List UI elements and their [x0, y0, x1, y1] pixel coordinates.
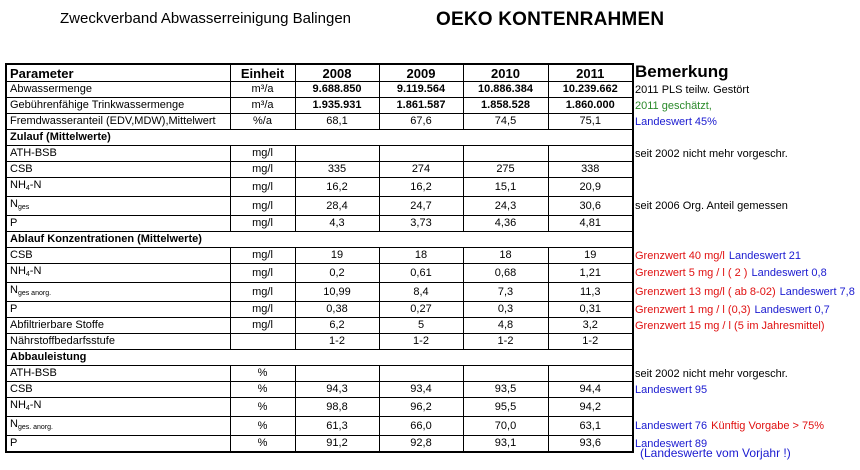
section-filler [379, 232, 463, 248]
remark-line [635, 417, 828, 436]
section-filler [548, 130, 633, 146]
remark-text: Landeswert 95 [635, 383, 708, 396]
remark-text: Grenzwert 13 mg/l ( ab 8-02) [635, 285, 776, 298]
section-filler [379, 130, 463, 146]
parameter-cell [6, 398, 230, 417]
value-cell: 24,7 [379, 197, 463, 216]
value-cell: 94,3 [295, 382, 379, 398]
value-cell: 94,4 [548, 382, 633, 398]
parameter-name: NH [10, 179, 26, 191]
table-row [6, 248, 633, 264]
parameter-cell [6, 318, 230, 334]
remark-text: Grenzwert 40 mg/l [635, 249, 725, 262]
remark-text: Landeswert 45% [635, 115, 717, 128]
value-cell: 19 [548, 248, 633, 264]
value-cell: 68,1 [295, 114, 379, 130]
value-cell: 338 [548, 162, 633, 178]
value-cell [295, 146, 379, 162]
value-cell: 93,5 [463, 382, 548, 398]
column-header-parameter: Parameter [6, 64, 230, 82]
value-cell [548, 366, 633, 382]
remark-text: 2011 geschätzt, [635, 99, 712, 112]
value-cell: 4,81 [548, 216, 633, 232]
parameter-name: CSB [10, 249, 33, 261]
section-filler [548, 350, 633, 366]
parameter-name: P [10, 303, 18, 315]
unit-cell: mg/l [230, 146, 295, 162]
column-header-2008: 2008 [295, 64, 379, 82]
value-cell: 93,4 [379, 382, 463, 398]
section-filler [463, 232, 548, 248]
value-cell: 91,2 [295, 436, 379, 453]
parameter-cell [6, 417, 230, 436]
value-cell: 3,2 [548, 318, 633, 334]
section-title: Zulauf (Mittelwerte) [6, 130, 230, 146]
table-row [6, 436, 633, 453]
table-row [6, 98, 633, 114]
parameter-name: N [10, 198, 18, 210]
value-cell: 19 [295, 248, 379, 264]
remark-line [635, 318, 829, 334]
value-cell: 1.861.587 [379, 98, 463, 114]
value-cell: 1.858.528 [463, 98, 548, 114]
value-cell: 61,3 [295, 417, 379, 436]
table-row [6, 382, 633, 398]
value-cell: 15,1 [463, 178, 548, 197]
value-cell: 28,4 [295, 197, 379, 216]
value-cell: 8,4 [379, 283, 463, 302]
value-cell: 93,6 [548, 436, 633, 453]
parameter-cell [6, 366, 230, 382]
value-cell: 0,61 [379, 264, 463, 283]
parameter-name: P [10, 437, 18, 449]
value-cell: 10.239.662 [548, 82, 633, 98]
parameter-name: Gebührenfähige Trinkwassermenge [10, 99, 185, 111]
value-cell: 0,3 [463, 302, 548, 318]
parameter-name: N [10, 284, 18, 296]
section-filler [463, 350, 548, 366]
table-row [6, 197, 633, 216]
remark-line [635, 283, 859, 302]
section-filler [295, 232, 379, 248]
value-cell: 95,5 [463, 398, 548, 417]
parameter-subscript: 4 [25, 271, 30, 278]
value-cell: 1.935.931 [295, 98, 379, 114]
parameter-name: CSB [10, 163, 33, 175]
value-cell [379, 366, 463, 382]
section-filler [295, 130, 379, 146]
table-row [6, 114, 633, 130]
value-cell [379, 146, 463, 162]
remark-text: Grenzwert 15 mg / l (5 im Jahresmittel) [635, 319, 825, 332]
remark-line [635, 146, 792, 162]
value-cell: 0,68 [463, 264, 548, 283]
data-table [5, 63, 634, 453]
parameter-subscript: ges anorg. [17, 290, 52, 297]
value-cell: 275 [463, 162, 548, 178]
unit-cell: mg/l [230, 264, 295, 283]
parameter-cell [6, 334, 230, 350]
value-cell [463, 366, 548, 382]
parameter-cell [6, 248, 230, 264]
remark-text: Künftig Vorgabe > 75% [711, 419, 825, 432]
parameter-name: P [10, 217, 18, 229]
parameter-cell [6, 98, 230, 114]
parameter-cell [6, 216, 230, 232]
value-cell: 93,1 [463, 436, 548, 453]
parameter-suffix: -N [29, 265, 42, 277]
value-cell: 30,6 [548, 197, 633, 216]
remark-text: seit 2002 nicht mehr vorgeschr. [635, 147, 788, 160]
value-cell: 0,27 [379, 302, 463, 318]
remark-text: Landeswert 21 [728, 249, 802, 262]
unit-cell [230, 334, 295, 350]
parameter-name: Abwassermenge [10, 83, 92, 95]
section-filler [295, 350, 379, 366]
table-row [6, 417, 633, 436]
unit-cell: mg/l [230, 162, 295, 178]
section-header-row [6, 130, 633, 146]
value-cell: 11,3 [548, 283, 633, 302]
remark-line [635, 197, 792, 216]
remark-text: 2011 PLS teilw. Gestört [635, 83, 750, 96]
unit-cell: % [230, 398, 295, 417]
parameter-name: CSB [10, 383, 33, 395]
unit-cell: mg/l [230, 197, 295, 216]
parameter-subscript: 4 [25, 185, 30, 192]
unit-cell: % [230, 382, 295, 398]
value-cell [295, 366, 379, 382]
unit-cell: mg/l [230, 248, 295, 264]
parameter-subscript: 4 [25, 405, 30, 412]
footer-note: (Landeswerte vom Vorjahr !) [640, 446, 791, 460]
parameter-name: N [10, 418, 18, 430]
parameter-name: ATH-BSB [10, 147, 57, 159]
section-filler [379, 350, 463, 366]
value-cell: 66,0 [379, 417, 463, 436]
value-cell: 335 [295, 162, 379, 178]
remarks-header: Bemerkung [635, 62, 729, 81]
value-cell: 16,2 [379, 178, 463, 197]
unit-cell: mg/l [230, 216, 295, 232]
table-row [6, 82, 633, 98]
value-cell: 274 [379, 162, 463, 178]
parameter-subscript: ges [17, 204, 30, 211]
value-cell: 1-2 [295, 334, 379, 350]
value-cell: 1-2 [379, 334, 463, 350]
remark-text: Landeswert 0,8 [751, 266, 827, 279]
value-cell: 18 [379, 248, 463, 264]
table-row [6, 334, 633, 350]
remark-line [635, 114, 721, 130]
parameter-cell [6, 82, 230, 98]
value-cell: 20,9 [548, 178, 633, 197]
table-header-row [6, 64, 633, 82]
table-row [6, 302, 633, 318]
value-cell: 1,21 [548, 264, 633, 283]
section-filler [230, 130, 295, 146]
value-cell: 1-2 [463, 334, 548, 350]
value-cell: 9.119.564 [379, 82, 463, 98]
section-filler [230, 232, 295, 248]
value-cell: 9.688.850 [295, 82, 379, 98]
remark-text: seit 2006 Org. Anteil gemessen [635, 199, 788, 212]
column-header-2010: 2010 [463, 64, 548, 82]
value-cell: 92,8 [379, 436, 463, 453]
unit-cell: mg/l [230, 178, 295, 197]
value-cell: 5 [379, 318, 463, 334]
section-title: Ablauf Konzentrationen (Mittelwerte) [6, 232, 230, 248]
value-cell: 98,8 [295, 398, 379, 417]
parameter-cell [6, 162, 230, 178]
section-filler [548, 232, 633, 248]
parameter-cell [6, 114, 230, 130]
value-cell: 0,31 [548, 302, 633, 318]
value-cell: 6,2 [295, 318, 379, 334]
section-header-row [6, 232, 633, 248]
value-cell: 96,2 [379, 398, 463, 417]
value-cell: 0,2 [295, 264, 379, 283]
value-cell: 63,1 [548, 417, 633, 436]
value-cell: 94,2 [548, 398, 633, 417]
parameter-name: NH [10, 265, 26, 277]
value-cell: 1-2 [548, 334, 633, 350]
value-cell: 74,5 [463, 114, 548, 130]
value-cell: 70,0 [463, 417, 548, 436]
value-cell: 7,3 [463, 283, 548, 302]
parameter-cell [6, 264, 230, 283]
table-row [6, 162, 633, 178]
unit-cell: mg/l [230, 283, 295, 302]
remark-line [635, 82, 753, 98]
value-cell: 4,36 [463, 216, 548, 232]
parameter-name: Fremdwasseranteil (EDV,MDW),Mittelwert [10, 115, 216, 127]
value-cell: 24,3 [463, 197, 548, 216]
parameter-cell [6, 436, 230, 453]
table-row [6, 366, 633, 382]
value-cell: 18 [463, 248, 548, 264]
parameter-cell [6, 302, 230, 318]
value-cell: 10.886.384 [463, 82, 548, 98]
value-cell [463, 146, 548, 162]
remark-line [635, 302, 834, 318]
unit-cell: m³/a [230, 98, 295, 114]
remark-line [635, 366, 792, 382]
remark-text: Landeswert 76 [635, 419, 708, 432]
remark-text: Landeswert 89 [635, 437, 708, 450]
parameter-name: Abfiltrierbare Stoffe [10, 319, 104, 331]
unit-cell: % [230, 436, 295, 453]
table-row [6, 216, 633, 232]
unit-cell: mg/l [230, 302, 295, 318]
remark-text: Grenzwert 1 mg / l (0,3) [635, 303, 751, 316]
page-title: OEKO KONTENRAHMEN [436, 9, 665, 30]
value-cell: 4,8 [463, 318, 548, 334]
remark-line [635, 248, 805, 264]
unit-cell: mg/l [230, 318, 295, 334]
parameter-subscript: ges. anorg. [17, 424, 53, 431]
remark-text: Landeswert 0,7 [754, 303, 830, 316]
parameter-name: ATH-BSB [10, 367, 57, 379]
section-filler [230, 350, 295, 366]
table-row [6, 318, 633, 334]
value-cell: 10,99 [295, 283, 379, 302]
parameter-cell [6, 146, 230, 162]
remark-line [635, 98, 716, 114]
section-header-row [6, 350, 633, 366]
parameter-suffix: -N [29, 179, 42, 191]
table-row [6, 398, 633, 417]
table-row [6, 146, 633, 162]
value-cell: 75,1 [548, 114, 633, 130]
value-cell: 4,3 [295, 216, 379, 232]
parameter-cell [6, 178, 230, 197]
unit-cell: m³/a [230, 82, 295, 98]
column-header-unit: Einheit [230, 64, 295, 82]
remark-line [635, 382, 711, 398]
value-cell: 16,2 [295, 178, 379, 197]
remark-text: Grenzwert 5 mg / l ( 2 ) [635, 266, 748, 279]
parameter-name: NH [10, 399, 26, 411]
value-cell: 0,38 [295, 302, 379, 318]
section-filler [463, 130, 548, 146]
remark-line [635, 264, 831, 283]
value-cell: 1.860.000 [548, 98, 633, 114]
parameter-suffix: -N [29, 399, 42, 411]
parameter-cell [6, 382, 230, 398]
section-title: Abbauleistung [6, 350, 230, 366]
organization-name: Zweckverband Abwasserreinigung Balingen [60, 10, 352, 27]
value-cell [548, 146, 633, 162]
parameter-cell [6, 197, 230, 216]
column-header-2011: 2011 [548, 64, 633, 82]
unit-cell: %/a [230, 114, 295, 130]
unit-cell: % [230, 417, 295, 436]
parameter-cell [6, 283, 230, 302]
table-row [6, 264, 633, 283]
remark-text: seit 2002 nicht mehr vorgeschr. [635, 367, 788, 380]
unit-cell: % [230, 366, 295, 382]
remark-text: Landeswert 7,8 [779, 285, 855, 298]
value-cell: 3,73 [379, 216, 463, 232]
table-row [6, 178, 633, 197]
parameter-name: Nährstoffbedarfsstufe [10, 335, 115, 347]
table-row [6, 283, 633, 302]
value-cell: 67,6 [379, 114, 463, 130]
column-header-2009: 2009 [379, 64, 463, 82]
